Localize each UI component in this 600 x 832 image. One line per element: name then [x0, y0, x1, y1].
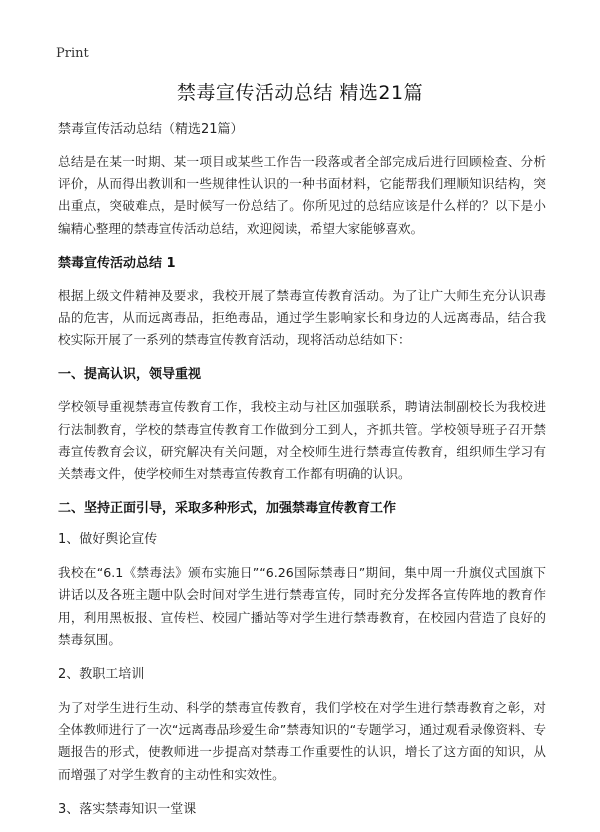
part-paragraph-1: 学校领导重视禁毒宣传教育工作，我校主动与社区加强联系，聘请法制副校长为我校进行法制教育，学校的禁毒宣传教育工作做到分工到人，齐抓共管。学校领导班子召开禁毒宣传教育会议，研究解决有关问题，对全校师生进行禁毒宣传教育，组织师生学习有关禁毒文件，使学校师生对禁毒宣传教育工作都有明确的认识。 [58, 399, 546, 482]
subsection-paragraph: 我校在“6.1《禁毒法》颁布实施日”“6.26国际禁毒日”期间，集中周一升旗仪式国旗下讲话以及各班主题中队会时间对学生进行禁毒宣传，同时充分发挥各宣传阵地的教育作用，利用黑板报、宣传栏、校园广播站等对学生进行禁毒教育，在校园内营造了良好的禁毒氛围。 [58, 565, 546, 647]
article-subtitle: 禁毒宣传活动总结（精选21篇） [58, 122, 244, 137]
section-paragraph: 根据上级文件精神及要求，我校开展了禁毒宣传教育活动。为了让广大师生充分认识毒品的危害，从而远离毒品，拒绝毒品，通过学生影响家长和身边的人远离毒品，结合我校实际开展了一系列的禁毒宣传教育活动，现将活动总结如下： [58, 287, 546, 348]
subsection-title: 1、做好舆论宣传 [58, 532, 158, 548]
subsection-title: 3、落实禁毒知识一堂课 [58, 801, 197, 817]
section-heading: 禁毒宣传活动总结 1 [58, 255, 176, 271]
article-body [58, 120, 546, 832]
page-title: 禁毒宣传活动总结 精选21篇 [176, 82, 424, 104]
subsection-title: 2、教职工培训 [58, 667, 145, 683]
part-heading-2: 二、坚持正面引导，采取多种形式，加强禁毒宣传教育工作 [58, 501, 397, 517]
subsection-paragraph: 为了对学生进行生动、科学的禁毒宣传教育，我们学校在对学生进行禁毒教育之彰，对全体教师进行了一次“远离毒品珍爱生命”禁毒知识的“专题学习，通过观看录像资料、专题报告的形式，使教师进一步提高对禁毒工作重要性的认识，增长了这方面的知识，从而增强了对学生教育的主动性和实效性。 [58, 700, 546, 782]
intro-paragraph: 总结是在某一时期、某一项目或某些工作告一段落或者全部完成后进行回顾检查、分析评价，从而得出教训和一些规律性认识的一种书面材料，它能帮我们理顺知识结构，突出重点，突破难点，是时候写一份总结了。你所见过的总结应该是什么样的？以下是小编精心整理的禁毒宣传活动总结，欢迎阅读，希望大家能够喜欢。 [58, 154, 546, 236]
print-link[interactable]: Print [56, 46, 89, 61]
part-heading-1: 一、提高认识，领导重视 [58, 367, 202, 383]
